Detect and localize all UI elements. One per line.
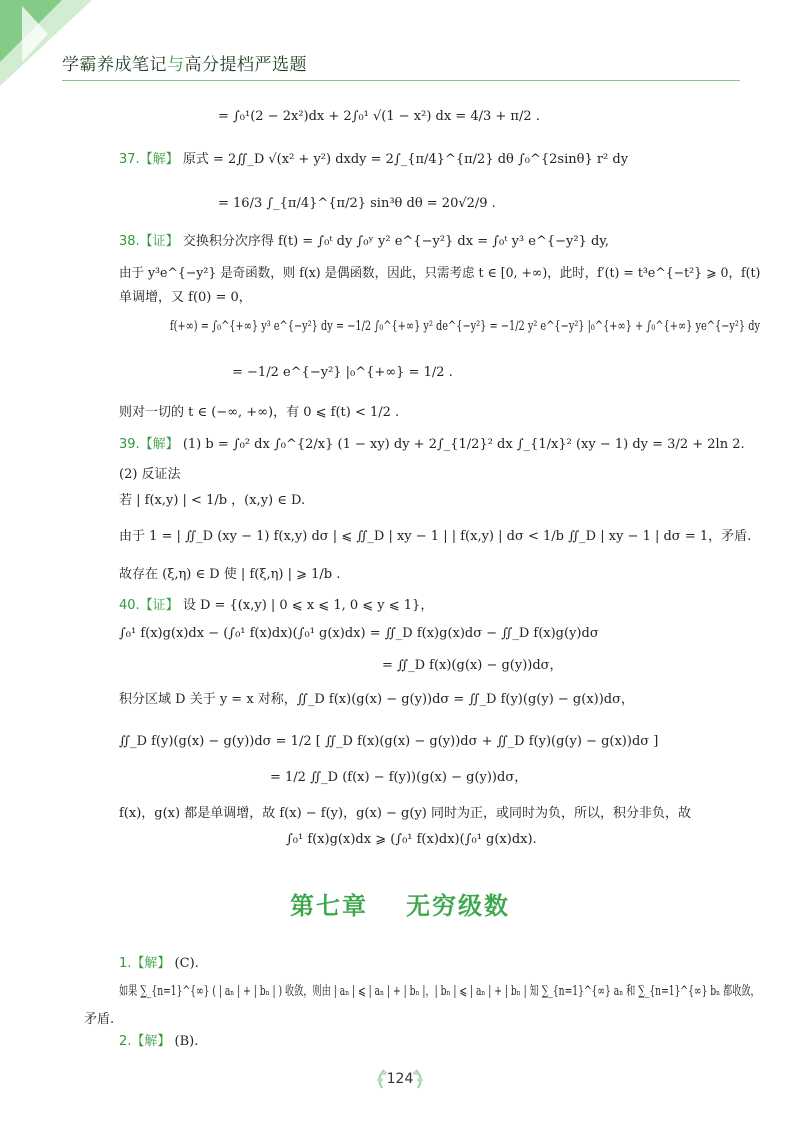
answer-tag: 38.【证】	[119, 234, 179, 249]
line-text: (2) 反证法	[119, 467, 181, 482]
text-line	[119, 955, 199, 973]
line-text: = ∫₀¹(2 − 2x²)dx + 2∫₀¹ √(1 − x²) dx = 4/3 + π/2 .	[218, 109, 540, 124]
line-text: 故存在 (ξ,η) ∈ D 使 | f(ξ,η) | ⩾ 1/b .	[119, 567, 341, 582]
chapter-title: 第七章 无穷级数	[290, 892, 510, 920]
answer-tag: 40.【证】	[119, 598, 179, 613]
line-text: 由于 y³e^{−y²} 是奇函数，则 f(x) 是偶函数，因此，只需考虑 t ∈ [0, +∞)，此时，f′(t) = t³e^{−t²} ⩾ 0，f(t)	[119, 266, 761, 281]
text-line	[119, 404, 399, 422]
line-text: (C).	[174, 956, 199, 971]
line-text: ∬_D f(y)(g(x) − g(y))dσ = 1/2 [ ∬_D f(x)(g(x) − g(y))dσ + ∬_D f(y)(g(y) − g(x))dσ ]	[119, 734, 659, 749]
text-line	[119, 1033, 198, 1051]
header-title: 学霸养成笔记与高分提档严选题	[62, 55, 307, 75]
page-number-ornament	[372, 1064, 428, 1094]
line-text: ∫₀¹ f(x)g(x)dx ⩾ (∫₀¹ f(x)dx)(∫₀¹ g(x)dx).	[286, 832, 537, 847]
text-line	[119, 436, 745, 454]
page-number: 124	[386, 1071, 414, 1087]
line-text: 交换积分次序得 f(t) = ∫₀ᵗ dy ∫₀ʸ y² e^{−y²} dx = ∫₀ᵗ y³ e^{−y²} dy,	[182, 234, 610, 249]
text-line	[119, 983, 760, 1001]
line-text: 原式 = 2∬_D √(x² + y²) dxdy = 2∫_{π/4}^{π/2} dθ ∫₀^{2sinθ} r² dy	[182, 152, 629, 167]
text-line	[218, 195, 496, 213]
text-line	[382, 657, 563, 675]
answer-tag: 1.【解】	[119, 956, 171, 971]
text-line	[119, 466, 181, 484]
line-text: f(x)，g(x) 都是单调增，故 f(x) − f(y)，g(x) − g(y) 同时为正，或同时为负，所以，积分非负，故	[119, 806, 691, 821]
answer-tag: 2.【解】	[119, 1034, 171, 1049]
answer-tag: 39.【解】	[119, 437, 179, 452]
line-text: (B).	[174, 1034, 199, 1049]
line-text: = −1/2 e^{−y²} |₀^{+∞} = 1/2 .	[232, 365, 453, 380]
text-line	[286, 831, 537, 849]
line-text: 单调增，又 f(0) = 0，	[119, 290, 252, 305]
text-line	[119, 492, 305, 510]
line-text: 设 D = {(x,y) | 0 ⩽ x ⩽ 1, 0 ⩽ y ⩽ 1}，	[182, 598, 434, 613]
line-text: (1) b = ∫₀² dx ∫₀^{2/x} (1 − xy) dy + 2∫_{1/2}² dx ∫_{1/x}² (xy − 1) dy = 3/2 + 2ln 2.	[182, 437, 745, 452]
text-line	[84, 1011, 114, 1029]
text-line	[119, 805, 691, 823]
line-text: 积分区域 D 关于 y = x 对称，∬_D f(x)(g(x) − g(y))dσ = ∬_D f(y)(g(y) − g(x))dσ，	[119, 692, 634, 707]
text-line	[119, 265, 760, 283]
line-text: = 1/2 ∬_D (f(x) − f(y))(g(x) − g(y))dσ，	[270, 770, 528, 785]
text-line	[119, 733, 658, 751]
line-text: 则对一切的 t ∈ (−∞, +∞)，有 0 ⩽ f(t) < 1/2 .	[119, 405, 400, 420]
line-text: = ∬_D f(x)(g(x) − g(y))dσ，	[382, 658, 563, 673]
line-text: = 16/3 ∫_{π/4}^{π/2} sin³θ dθ = 20√2/9 .	[218, 196, 496, 211]
text-line	[119, 233, 609, 251]
text-line	[119, 528, 751, 546]
line-text: f(+∞) = ∫₀^{+∞} y³ e^{−y²} dy = −1/2 ∫₀^{+∞} y² de^{−y²} = −1/2 y² e^{−y²} |₀^{+∞} + ∫₀^{+∞} ye^{−y²} dy	[170, 319, 760, 334]
text-line	[119, 625, 599, 643]
line-text: 如果 ∑_{n=1}^{∞} ( | aₙ | + | bₙ | ) 收敛，则由 | aₙ | ⩽ | aₙ | + | bₙ |，| bₙ | ⩽ | aₙ | + | bₙ | 知 ∑_{n=1}^{∞} aₙ 和 ∑_{n=1}^{∞} bₙ 都收敛，	[119, 984, 760, 999]
text-line	[170, 318, 760, 336]
answer-tag: 37.【解】	[119, 152, 179, 167]
line-text: 由于 1 = | ∬_D (xy − 1) f(x,y) dσ | ⩽ ∬_D | xy − 1 | | f(x,y) | dσ < 1/b ∬_D | xy − 1 | dσ = 1，矛盾.	[119, 529, 752, 544]
text-line	[218, 108, 540, 126]
text-line	[119, 597, 433, 615]
header-rule	[62, 80, 740, 81]
line-text: ∫₀¹ f(x)g(x)dx − (∫₀¹ f(x)dx)(∫₀¹ g(x)dx) = ∬_D f(x)g(x)dσ − ∬_D f(x)g(y)dσ	[119, 626, 599, 641]
text-line	[232, 364, 453, 382]
text-line	[119, 691, 634, 709]
text-line	[119, 151, 628, 169]
text-line	[119, 289, 252, 307]
text-line	[119, 566, 340, 584]
line-text: 若 | f(x,y) | < 1/b ，(x,y) ∈ D.	[119, 493, 306, 508]
text-line	[270, 769, 527, 787]
line-text: 矛盾.	[84, 1012, 115, 1027]
